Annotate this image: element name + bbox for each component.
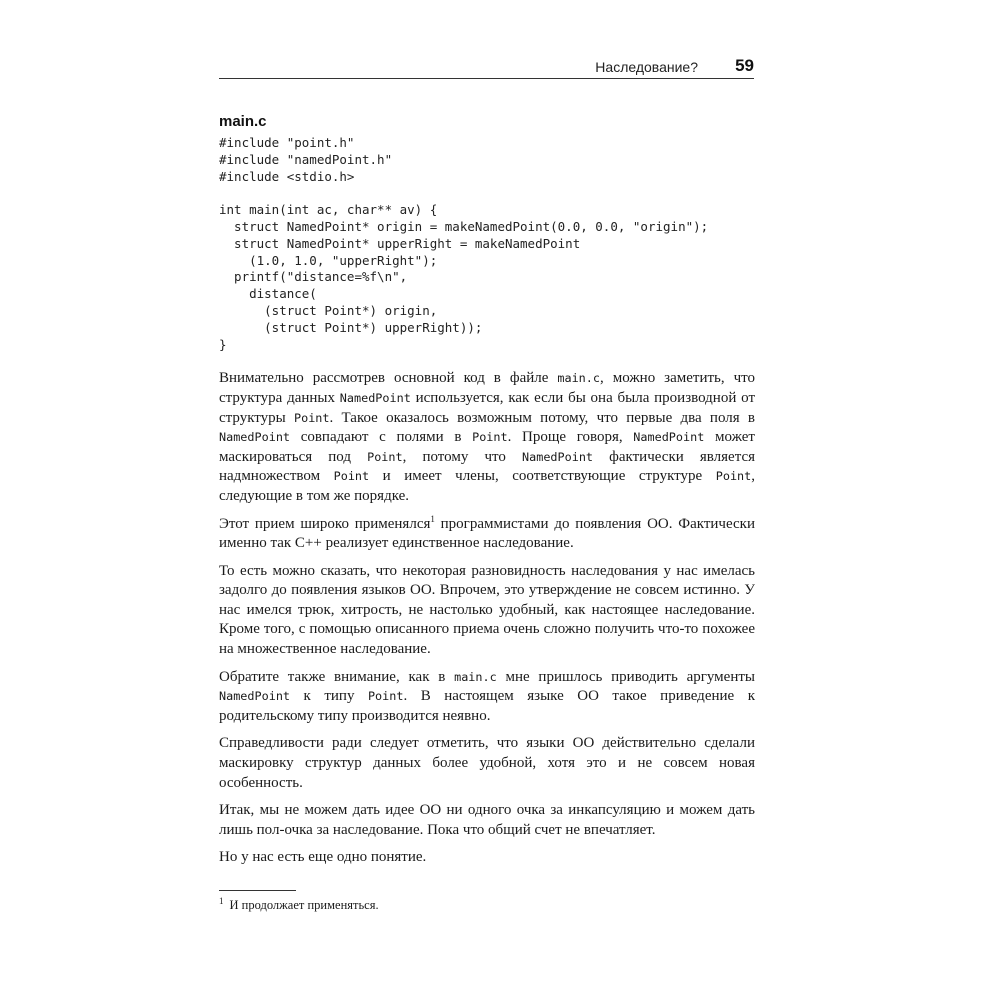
running-title: Наследование?	[595, 59, 698, 75]
paragraph	[219, 848, 755, 868]
code-listing	[219, 135, 755, 353]
text-run: То есть можно сказать, что некоторая разновидность наследования у нас имелась задолго до появления языков ОО. Впрочем, это утверждение не совсем истинно. У нас имелся трюк, хитрость, не настолько удобный, как настоящее наследование. Кроме того, с помощью описанного приема очень сложно получить что-то похожее на множественное наследование.	[219, 562, 755, 658]
text-run: к типу	[290, 688, 368, 705]
code-line: printf("distance=%f\n",	[219, 269, 408, 285]
footnote-mark: 1	[219, 895, 224, 906]
text-run: мне пришлось приводить аргументы	[496, 668, 755, 685]
text-run: Обратите также внимание, как в	[219, 668, 455, 685]
paragraph	[219, 668, 755, 727]
inline-code: NamedPoint	[633, 430, 705, 445]
text-run: используется, как если бы она была производной от структуры	[219, 389, 755, 426]
inline-code: NamedPoint	[219, 689, 291, 704]
paragraph	[219, 801, 755, 840]
body-text	[219, 369, 755, 868]
text-run: Внимательно рассмотрев основной код в файле	[219, 370, 558, 387]
inline-code: main.c	[454, 669, 497, 684]
text-run: . Проще говоря,	[507, 429, 634, 446]
code-line: int main(int ac, char** av) {	[219, 202, 438, 218]
paragraph	[219, 369, 755, 506]
inline-code: NamedPoint	[522, 449, 594, 464]
inline-code: Point	[367, 689, 404, 704]
text-run: . В настоящем языке ОО такое приведение к родительскому типу производится неявно.	[219, 688, 755, 724]
text-run: , потому что	[402, 448, 523, 465]
text-run: , можно заметить, что структура данных	[219, 370, 755, 406]
footnote	[219, 897, 755, 913]
code-line: (struct Point*) origin,	[219, 302, 438, 318]
inline-code: NamedPoint	[219, 430, 291, 445]
paragraph	[219, 734, 755, 793]
footnote-text: И продолжает применяться.	[229, 898, 379, 913]
code-line: distance(	[219, 286, 317, 302]
text-run: Итак, мы не можем дать идее ОО ни одного очка за инкапсуляцию и можем дать лишь пол-очка за наследование. Пока что общий счет не впечатляет.	[219, 802, 755, 838]
code-line: #include "point.h"	[219, 135, 355, 150]
text-run: может маскироваться под	[219, 429, 755, 465]
text-run: совпадают с полями в	[290, 429, 473, 446]
code-line: }	[219, 336, 227, 352]
footnote-reference: 1	[430, 513, 435, 524]
inline-code: NamedPoint	[339, 390, 411, 405]
text-run: программистами до появления ОО. Фактически именно так C++ реализует единственное наследование.	[219, 515, 755, 552]
text-run: фактически является надмножеством	[219, 448, 755, 485]
page-number: 59	[735, 56, 754, 75]
code-line: #include <stdio.h>	[219, 168, 355, 184]
footnote-rule	[219, 890, 296, 891]
inline-code: Point	[472, 430, 508, 445]
paragraph	[219, 515, 755, 554]
page-content	[219, 113, 755, 913]
code-line: struct NamedPoint* origin = makeNamedPoint(0.0, 0.0, "origin");	[219, 218, 709, 234]
text-run: и имеет члены, соответствующие структуре	[369, 468, 716, 485]
inline-code: Point	[333, 469, 370, 484]
text-run: Справедливости ради следует отметить, что языки ОО действительно сделали маскировку структур данных более удобной, хотя это и не совсем новая особенность.	[219, 735, 755, 791]
inline-code: Point	[367, 449, 403, 464]
code-filename-heading: main.c	[219, 113, 267, 130]
code-line: struct NamedPoint* upperRight = makeNamedPoint	[219, 235, 581, 251]
inline-code: Point	[293, 410, 330, 425]
text-run: . Такое оказалось возможным потому, что первые два поля в	[329, 409, 755, 426]
page-header	[219, 58, 754, 80]
inline-code: Point	[715, 469, 752, 484]
code-line: (1.0, 1.0, "upperRight");	[219, 252, 438, 268]
text-run: , следующие в том же порядке.	[219, 468, 755, 504]
code-line: (struct Point*) upperRight));	[219, 319, 483, 335]
header-rule	[219, 78, 754, 79]
inline-code: main.c	[557, 371, 600, 386]
code-line: #include "namedPoint.h"	[219, 151, 393, 167]
text-run: Этот прием широко применялся	[219, 515, 431, 532]
text-run: Но у нас есть еще одно понятие.	[219, 849, 427, 866]
paragraph	[219, 562, 755, 660]
